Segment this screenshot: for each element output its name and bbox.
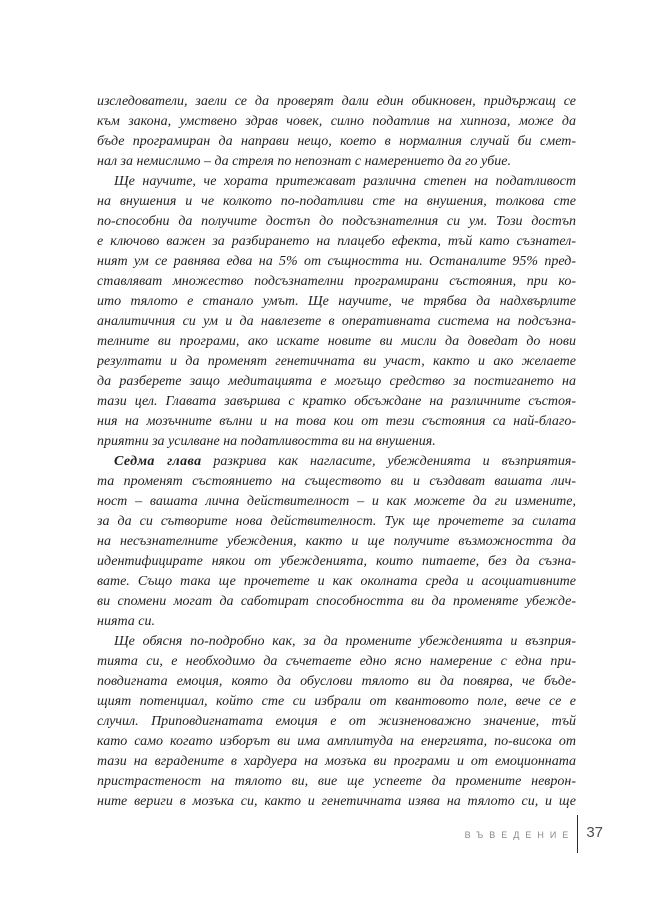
text-line: тията си, е необходимо да съчетаете едно ясно намерение с една при- [97, 654, 576, 669]
text-line: случил. Приповдигнатата емоция е от жизненоважно значение, тъй [97, 714, 576, 729]
paragraph [97, 632, 576, 812]
text-line: ито тялото е станало умът. Ще научите, че трябва да надхвърлите [97, 294, 576, 309]
text-line: приятни за усилване на податливостта ви на внушения. [97, 434, 436, 449]
text-line: на внушения и че колкото по-податливи сте на внушения, толкова сте [97, 194, 576, 209]
footer-divider [577, 815, 578, 853]
text-line: ния на мозъчните вълни и на това кои от тези състояния са най-благо- [97, 414, 576, 429]
text-line: нията си. [97, 614, 155, 629]
text-line: ност – вашата лична действителност – и как можете да ги измените, [97, 494, 576, 509]
text-line: тази на вградените в хардуера на мозъка ви програми и от емоционната [97, 754, 576, 769]
text-line: като само когато изборът ви има амплитуда на енергията, по-висока от [97, 734, 576, 749]
page-footer [0, 815, 669, 853]
text-line: изследователи, заели се да проверят дали един обикновен, придържащ се [97, 94, 576, 109]
text-line: да разберете защо медитацията е могъщо средство за постигането на [97, 374, 576, 389]
text-line: телните ви програми, ако искате новите ви мисли да доведат до нови [97, 334, 576, 349]
text-line: за да си сътворите нова действителност. Тук ще прочетете за силата [97, 514, 576, 529]
text-line: бъде програмиран да направи нещо, което в нормалния случай би смет- [97, 134, 576, 149]
text-line: повдигната емоция, която да обуслови тялото ви да повярва, че бъде- [97, 674, 576, 689]
text-line: нал за немислимо – да стреля по непознат с намерението да го убие. [97, 154, 512, 169]
text-line: Ще научите, че хората притежават различна степен на податливост [114, 174, 576, 189]
text-line: по-способни да получите достъп до подсъзнателния си ум. Този достъп [97, 214, 576, 229]
page-text [97, 92, 576, 812]
text-line: вате. Също така ще прочетете и как околната среда и асоциативните [97, 574, 576, 589]
text-line: пристрастеност на тялото ви, вие ще успеете да промените неврон- [97, 774, 576, 789]
paragraph [97, 452, 576, 632]
text-line: тази цел. Главата завършва с кратко обсъждане на различните състоя- [97, 394, 576, 409]
paragraph [97, 172, 576, 452]
paragraph [97, 92, 576, 172]
text-line: на несъзнателните убеждения, както и ще получите възможността да [97, 534, 576, 549]
text-line: ните вериги в мозъка си, както и генетичната изява на тялото си, и ще [97, 794, 576, 809]
text-line: ният ум се равнява едва на 5% от същността ни. Останалите 95% пред- [97, 254, 576, 269]
running-head: ВЪВЕДЕНИЕ [464, 830, 575, 840]
text-line: аналитичния си ум и да навлезете в оперативната система на подсъзна- [97, 314, 576, 329]
text-line: ви спомени могат да саботират способността ви да променяте убежде- [97, 594, 576, 609]
text-line: е ключово важен за разбирането на плацебо ефекта, тъй като съзнател- [97, 234, 576, 249]
text-line: Седма глава разкрива как нагласите, убежденията и възприятия- [114, 454, 576, 469]
text-line: резултати и да променят генетичната ви участ, както и ако желаете [97, 354, 576, 369]
chapter-lead: Седма глава [114, 454, 202, 469]
text-line: та променят състоянието на съществото ви и създават вашата лич- [97, 474, 576, 489]
text-line: ставляват множество подсъзнателни програмирани състояния, при ко- [97, 274, 576, 289]
text-line: към закона, умствено здрав човек, силно податлив на хипноза, може да [97, 114, 576, 129]
text-line: щият потенциал, който сте си избрали от квантовото поле, вече се е [97, 694, 576, 709]
text-line: идентифицирате някои от убежденията, които питаете, без да съзна- [97, 554, 576, 569]
text-line: Ще обясня по-подробно как, за да промените убежденията и възприя- [114, 634, 576, 649]
page-number: 37 [586, 824, 603, 841]
